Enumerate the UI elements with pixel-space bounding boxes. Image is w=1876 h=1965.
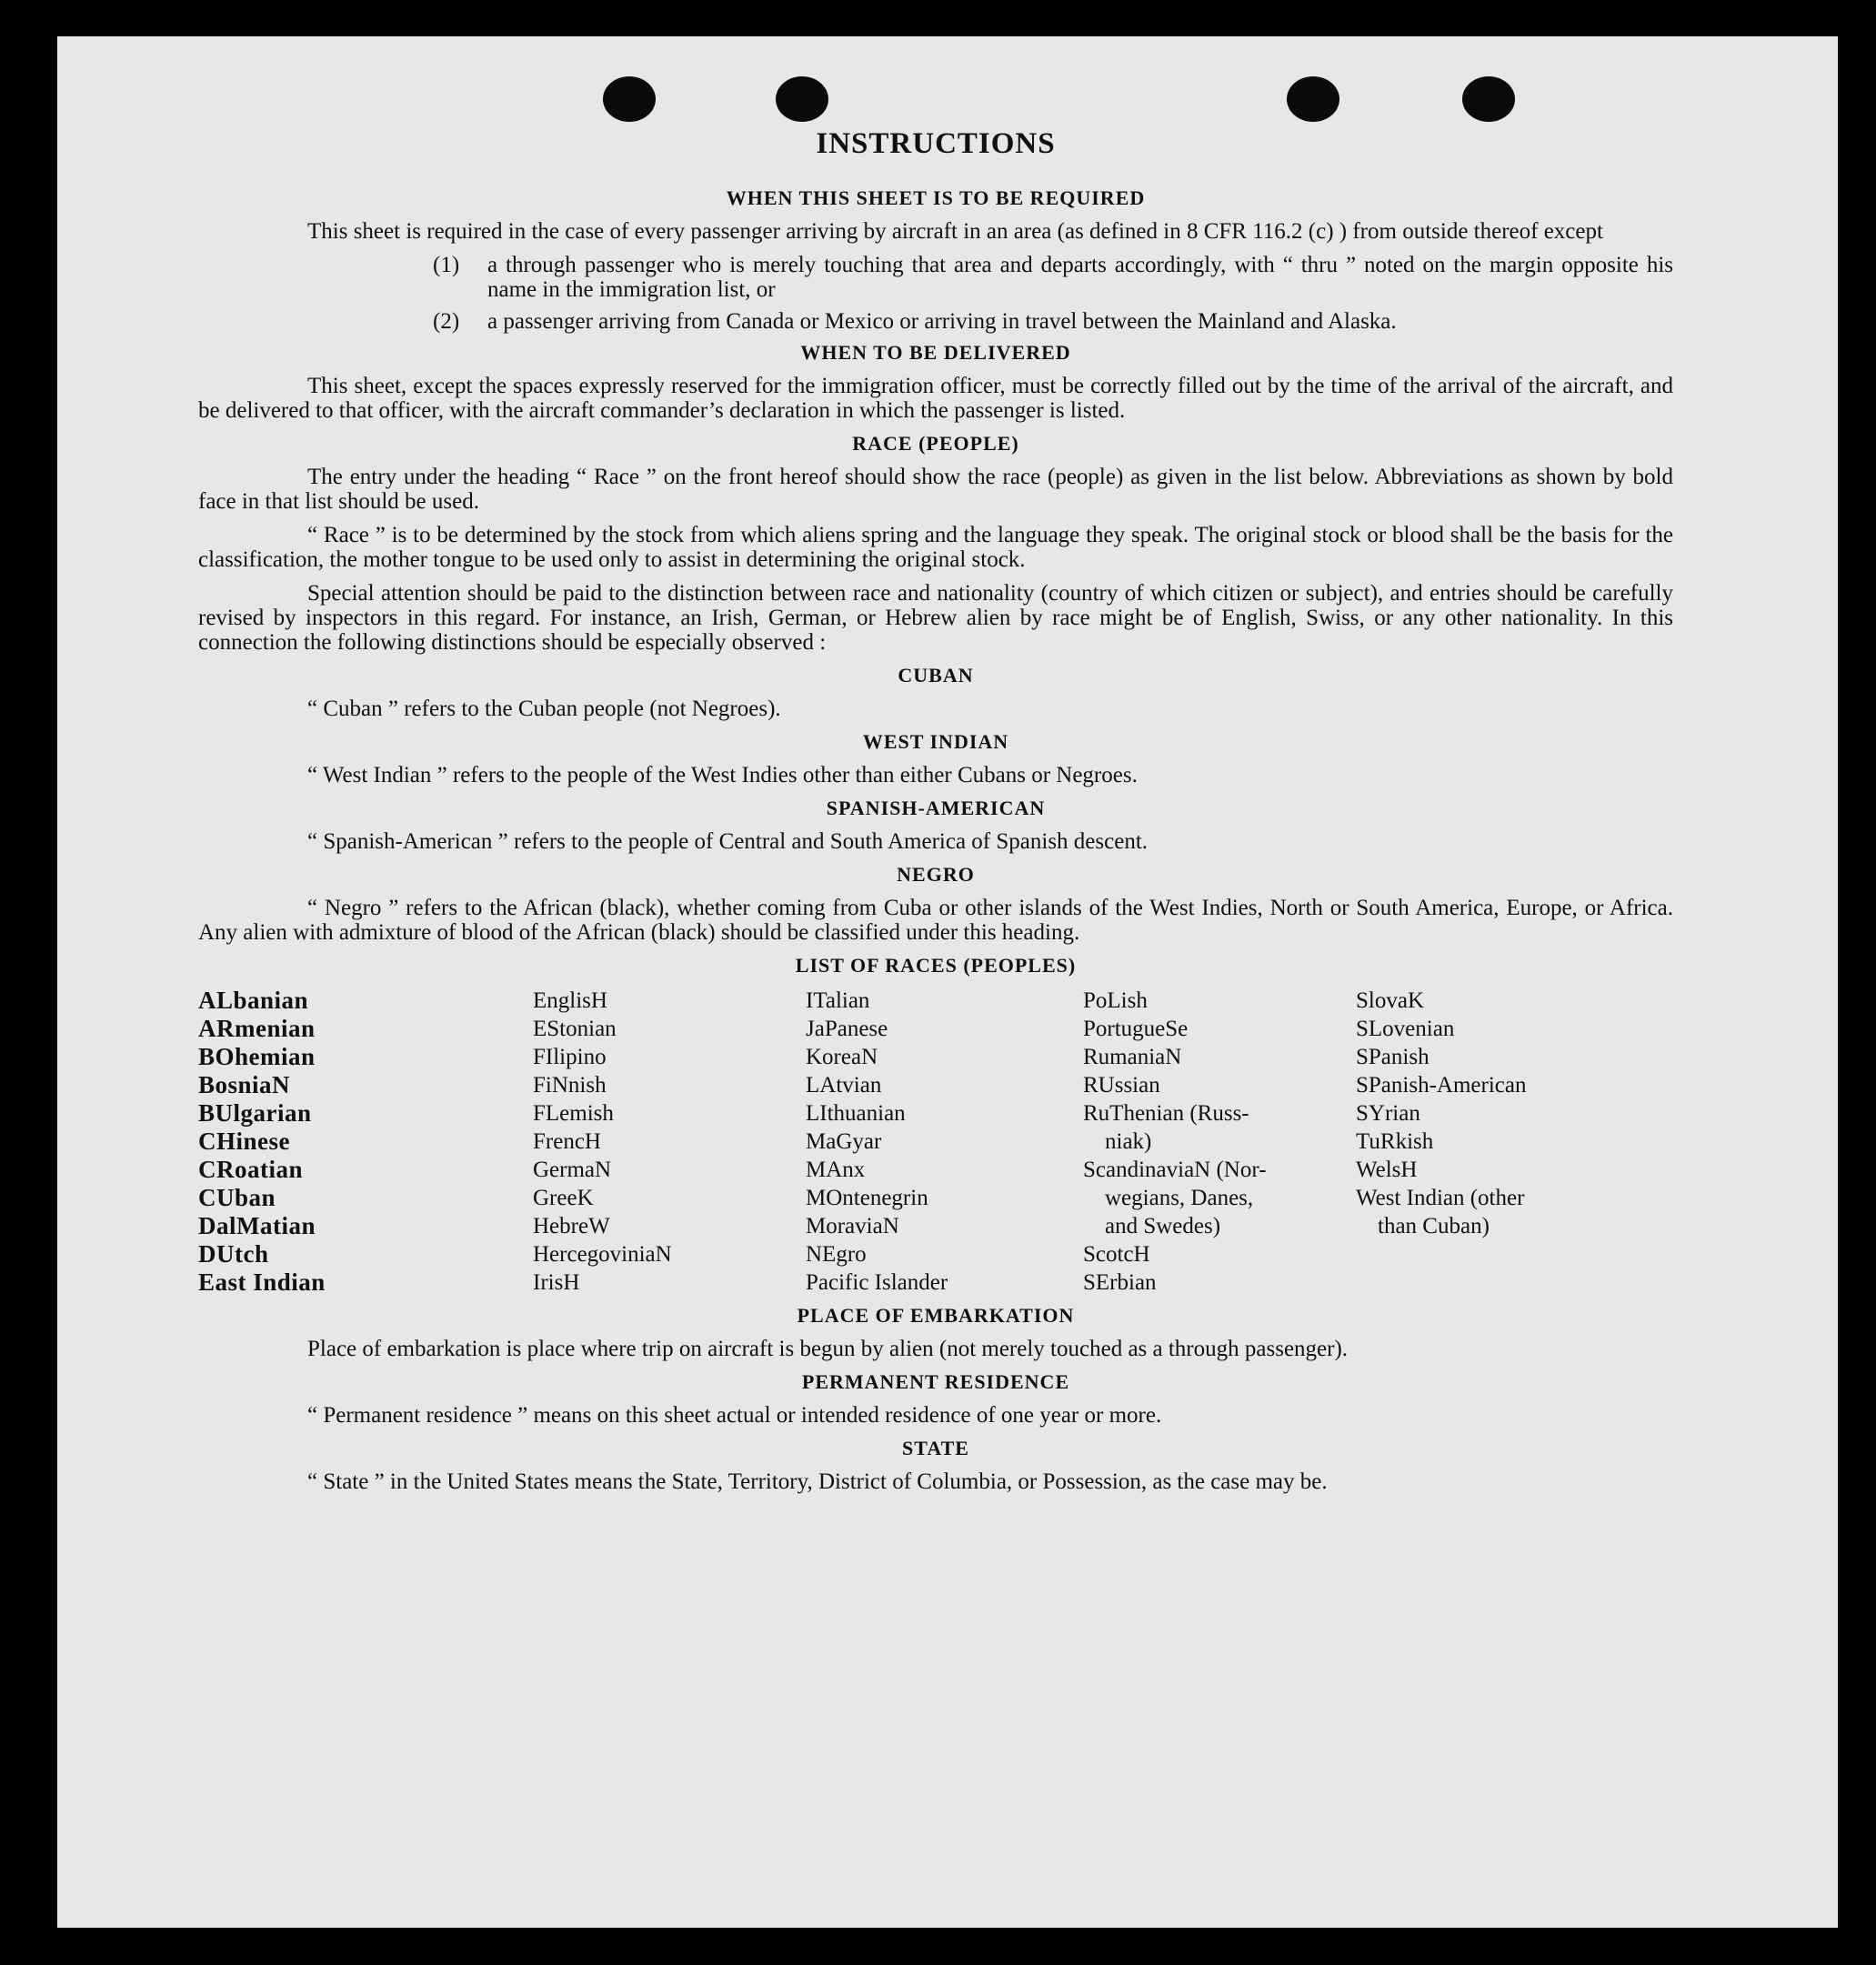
instructions-content	[198, 127, 1673, 1503]
race-entry: BUlgarian	[198, 1099, 312, 1127]
punch-hole	[1462, 76, 1515, 122]
negro-text: “ Negro ” refers to the African (black), whether coming from Cuba or other islands of the West Indies, North or South America, Europe, or Africa. Any alien with admixture of blood of the African (black) should be classified under this heading.	[198, 896, 1673, 945]
race-entry: FLemish	[533, 1101, 614, 1126]
state-text: “ State ” in the United States means the State, Territory, District of Columbia, or Possession, as the case may be.	[307, 1469, 1328, 1494]
race-entry: SPanish	[1356, 1045, 1430, 1069]
west-indian-text: “ West Indian ” refers to the people of the West Indies other than either Cubans or Negroes.	[307, 763, 1138, 787]
race-entry: Pacific Islander	[806, 1270, 948, 1295]
race-entry: MOntenegrin	[806, 1186, 928, 1210]
races-column	[1356, 987, 1601, 1297]
race-entry: ALbanian	[198, 987, 309, 1014]
races-column	[198, 987, 533, 1297]
race-entry: DalMatian	[198, 1212, 316, 1239]
race-entry: KoreaN	[806, 1045, 878, 1069]
race-entry: West Indian (other	[1356, 1186, 1525, 1210]
race-entry: WelsH	[1356, 1158, 1418, 1182]
race-entry: RuThenian (Russ-	[1083, 1101, 1249, 1126]
race-entry: CUban	[198, 1184, 276, 1211]
race-entry: BosniaN	[198, 1071, 291, 1098]
race-entry: MAnx	[806, 1158, 866, 1182]
required-intro: This sheet is required in the case of every passenger arriving by aircraft in an area (as defined in 8 CFR 116.2 (c) ) from outside thereof except	[307, 219, 1603, 244]
race-entry: GreeK	[533, 1186, 594, 1210]
race-entry: BOhemian	[198, 1043, 316, 1070]
race-entry: ScotcH	[1083, 1242, 1150, 1267]
punch-hole	[1287, 76, 1339, 122]
exception-text: a through passenger who is merely touching that area and departs accordingly, with “ thru ” noted on the margin opposite his name in the immigration list, or	[487, 253, 1673, 302]
exception-number: (1)	[433, 253, 460, 277]
race-entry: PortugueSe	[1083, 1017, 1189, 1041]
section-heading-embarkation: PLACE OF EMBARKATION	[797, 1304, 1075, 1327]
race-entry: LAtvian	[806, 1073, 882, 1098]
race-entry: GermaN	[533, 1158, 612, 1182]
race-entry: EnglisH	[533, 988, 607, 1013]
race-entry: ScandinaviaN (Nor-	[1083, 1158, 1267, 1182]
race-entry: ARmenian	[198, 1015, 316, 1042]
race-entry: CRoatian	[198, 1156, 304, 1183]
race-entry: MoraviaN	[806, 1214, 899, 1238]
race-entry: FrencH	[533, 1129, 601, 1154]
race-entry: ITalian	[806, 988, 870, 1013]
page-title: INSTRUCTIONS	[816, 127, 1056, 160]
race-entry: SErbian	[1083, 1270, 1157, 1295]
races-column	[533, 987, 806, 1297]
race-entry: PoLish	[1083, 988, 1148, 1013]
punch-hole	[603, 76, 656, 122]
race-entry: SLovenian	[1356, 1017, 1455, 1041]
delivered-text: This sheet, except the spaces expressly reserved for the immigration officer, must be correctly filled out by the time of the arrival of the aircraft, and be delivered to that officer, with the aircraft commander’s declaration in which the passenger is listed.	[198, 374, 1673, 423]
race-entry: SlovaK	[1356, 988, 1424, 1013]
race-entry: wegians, Danes,	[1105, 1186, 1254, 1210]
races-column	[1083, 987, 1356, 1297]
race-entry: niak)	[1105, 1129, 1152, 1154]
race-entry: JaPanese	[806, 1017, 888, 1041]
race-entry: HercegoviniaN	[533, 1242, 672, 1267]
race-entry: TuRkish	[1356, 1129, 1434, 1154]
race-paragraph-1: The entry under the heading “ Race ” on the front hereof should show the race (people) as given in the list below. Abbreviations as shown by bold face in that list should be used.	[198, 465, 1673, 514]
exception-item	[198, 253, 1673, 302]
section-heading-negro: NEGRO	[897, 863, 975, 886]
section-heading-required: WHEN THIS SHEET IS TO BE REQUIRED	[726, 186, 1146, 209]
list-of-races-heading: LIST OF RACES (PEOPLES)	[795, 954, 1077, 977]
race-entry: FIlipino	[533, 1045, 607, 1069]
races-column	[806, 987, 1083, 1297]
race-entry: CHinese	[198, 1128, 290, 1155]
section-heading-west-indian: WEST INDIAN	[862, 730, 1009, 753]
cuban-text: “ Cuban ” refers to the Cuban people (not Negroes).	[307, 697, 781, 721]
race-paragraph-2: “ Race ” is to be determined by the stock from which aliens spring and the language they speak. The original stock or blood shall be the basis for the classification, the mother tongue to be used only to assist in determining the original stock.	[198, 523, 1673, 572]
races-list	[198, 987, 1673, 1297]
section-heading-cuban: CUBAN	[898, 664, 974, 687]
race-entry: RUssian	[1083, 1073, 1160, 1098]
exception-item	[198, 309, 1673, 334]
race-entry: MaGyar	[806, 1129, 882, 1154]
punch-hole	[776, 76, 828, 122]
exception-text: a passenger arriving from Canada or Mexico or arriving in travel between the Mainland and Alaska.	[487, 309, 1397, 334]
race-entry: SPanish-American	[1356, 1073, 1527, 1098]
race-entry: FiNnish	[533, 1073, 607, 1098]
race-entry: than Cuban)	[1378, 1214, 1490, 1238]
race-entry: NEgro	[806, 1242, 867, 1267]
section-heading-delivered: WHEN TO BE DELIVERED	[800, 341, 1071, 364]
race-entry: SYrian	[1356, 1101, 1420, 1126]
race-entry: EStonian	[533, 1017, 617, 1041]
race-paragraph-3: Special attention should be paid to the distinction between race and nationality (country of which citizen or subject), and entries should be carefully revised by inspectors in this regard. For instance, an Irish, German, or Hebrew alien by race might be of English, Swiss, or any other nationality. In this connection the following distinctions should be especially observed :	[198, 581, 1673, 655]
section-heading-spanish-american: SPANISH-AMERICAN	[826, 797, 1046, 819]
spanish-american-text: “ Spanish-American ” refers to the people of Central and South America of Spanish descent.	[307, 829, 1149, 854]
race-entry: DUtch	[198, 1240, 269, 1268]
race-entry: and Swedes)	[1105, 1214, 1221, 1238]
residence-text: “ Permanent residence ” means on this sheet actual or intended residence of one year or more.	[307, 1403, 1162, 1428]
embarkation-text: Place of embarkation is place where trip on aircraft is begun by alien (not merely touched as a through passenger).	[307, 1337, 1349, 1361]
race-entry: RumaniaN	[1083, 1045, 1182, 1069]
race-entry: HebreW	[533, 1214, 610, 1238]
exception-number: (2)	[433, 309, 460, 334]
section-heading-state: STATE	[902, 1437, 969, 1459]
section-heading-race: RACE (PEOPLE)	[852, 432, 1019, 455]
race-entry: East Indian	[198, 1268, 326, 1296]
race-entry: LIthuanian	[806, 1101, 906, 1126]
race-entry: IrisH	[533, 1270, 580, 1295]
section-heading-residence: PERMANENT RESIDENCE	[801, 1370, 1070, 1393]
